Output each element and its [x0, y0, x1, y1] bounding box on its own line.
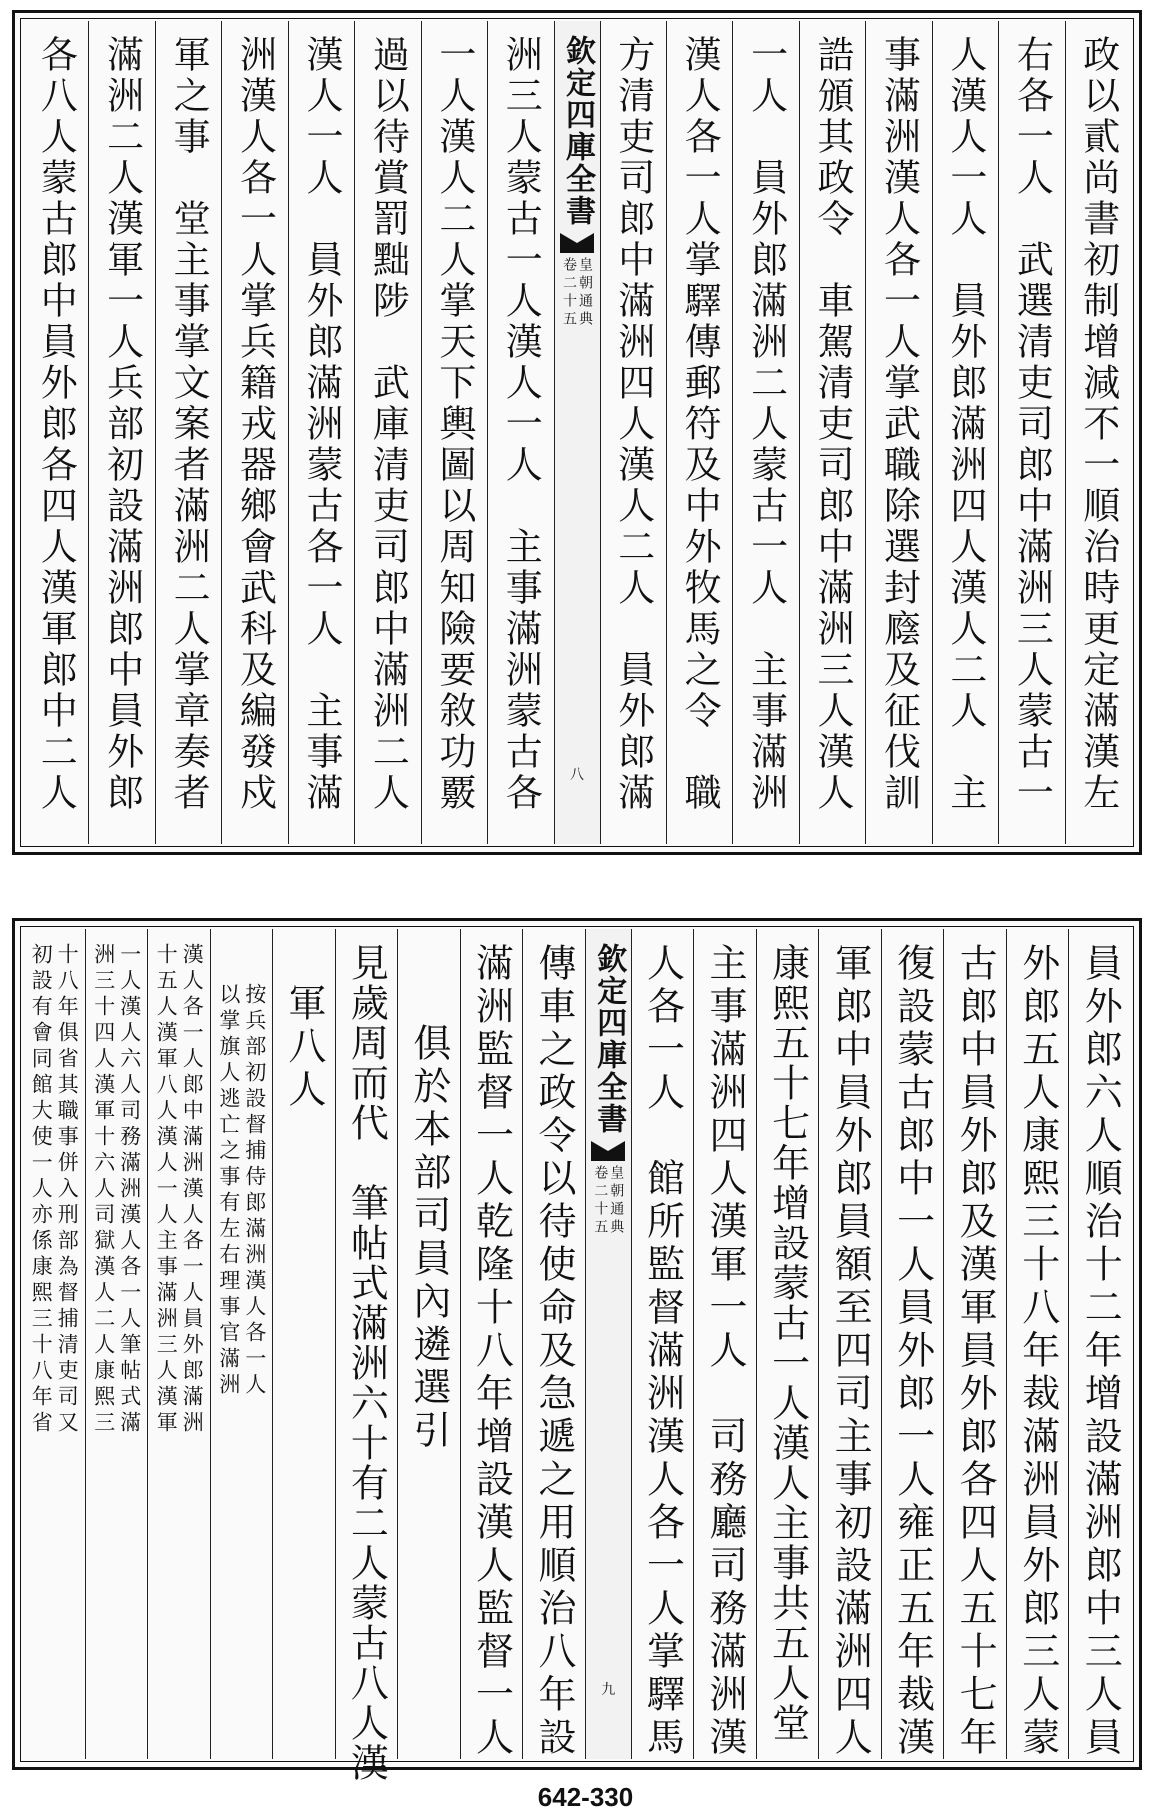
text-column: 人漢人一人 員外郎滿洲四人漢人二人 主 — [932, 21, 998, 844]
center-fold-column — [585, 929, 631, 1759]
text-column: 一人漢人二人掌天下輿圖以周知險要敘功覈 — [421, 21, 487, 844]
annotation-line: 漢人各一人郎中滿洲漢人各一人員外郎滿洲 — [180, 943, 205, 1437]
chapter-label: 卷二十五 — [561, 257, 577, 329]
text-column: 誥頒其政令 車駕清吏司郎中滿洲三人漢人 — [799, 21, 865, 844]
text-column: 滿洲二人漢軍一人兵部初設滿洲郎中員外郎 — [88, 21, 154, 844]
book-title: 欽定四庫全書 — [591, 943, 627, 1135]
text-column: 各八人蒙古郎中員外郎各四人漢軍郎中二人 — [34, 35, 78, 814]
annotation-line: 十五人漢軍八人漢人一人主事滿洲三人漢軍 — [154, 943, 179, 1437]
text-column: 過以待賞罰黜陟 武庫清吏司郎中滿洲二人 — [354, 21, 420, 844]
annotation-column — [147, 929, 210, 1759]
edition-title: 皇朝通典 — [608, 1165, 625, 1237]
folio-number: 九 — [601, 1682, 616, 1698]
fishtail-mark-icon — [591, 1141, 625, 1161]
text-column: 洲三人蒙古一人漢人一人 主事滿洲蒙古各 — [487, 21, 553, 844]
page-number: 642-330 — [537, 1782, 634, 1812]
text-column: 員外郎六人順治十二年增設滿洲郎中三人員 — [1068, 929, 1131, 1759]
upper-page-frame — [12, 10, 1142, 855]
text-column: 復設蒙古郎中一人員外郎一人雍正五年裁漢 — [881, 929, 944, 1759]
text-column: 外郎五人康熙三十八年裁滿洲員外郎三人蒙 — [1006, 929, 1069, 1759]
text-column: 一人 員外郎滿洲二人蒙古一人 主事滿洲 — [732, 21, 798, 844]
annotation-line: 初設有會同館大使一人亦係康熙三十八年省 — [29, 943, 54, 1437]
edition-title: 皇朝通典 — [577, 257, 593, 329]
text-column: 漢人各一人掌驛傳郵符及中外牧馬之令 職 — [666, 21, 732, 844]
text-column: 洲漢人各一人掌兵籍戎器鄉會武科及編發戍 — [221, 21, 287, 844]
text-column: 傳車之政令以待使命及急遞之用順治八年設 — [522, 929, 585, 1759]
chapter-label: 卷二十五 — [592, 1165, 609, 1237]
text-column: 軍郎中員外郎員額至四司主事初設滿洲四人 — [818, 929, 881, 1759]
annotation-line: 一人漢人六人司務滿洲漢人各一人筆帖式滿 — [117, 943, 142, 1437]
text-column: 事滿洲漢人各一人掌武職除選封廕及征伐訓 — [865, 21, 931, 844]
fishtail-mark-icon — [560, 233, 594, 253]
book-meta — [562, 257, 592, 329]
lower-page-columns — [23, 929, 1131, 1783]
text-column: 見歲周而代 筆帖式滿洲六十有二人蒙古八人漢 — [335, 929, 398, 1759]
text-column: 軍之事 堂主事掌文案者滿洲二人掌章奏者 — [155, 21, 221, 844]
text-column: 康熙五十七年增設蒙古一人漢人主事共五人堂 — [756, 929, 819, 1759]
center-fold-column — [554, 21, 600, 844]
book-title: 欽定四庫全書 — [560, 35, 595, 227]
text-column: 古郎中員外郎及漢軍員外郎各四人五十七年 — [943, 929, 1006, 1759]
text-column: 軍八人 — [272, 929, 335, 1759]
text-column: 漢人一人 員外郎滿洲蒙古各一人 主事滿 — [288, 21, 354, 844]
text-column: 主事滿洲四人漢軍一人 司務廳司務滿洲漢 — [693, 929, 756, 1759]
text-column: 右各一人 武選清吏司郎中滿洲三人蒙古一 — [998, 21, 1064, 844]
text-column: 方清吏司郎中滿洲四人漢人二人 員外郎滿 — [600, 21, 666, 844]
folio-number: 八 — [570, 767, 584, 783]
text-column: 人各一人 館所監督滿洲漢人各一人掌驛馬 — [631, 929, 694, 1759]
book-meta — [593, 1165, 623, 1237]
lower-page-frame — [12, 918, 1142, 1783]
text-column: 政以貳尚書初制增減不一順治時更定滿漢左 — [1065, 21, 1131, 844]
text-column: 俱於本部司員內遴選引 — [397, 929, 460, 1759]
annotation-column — [85, 929, 148, 1759]
annotation-line: 十八年俱省其職事併入刑部為督捕清吏司又 — [55, 943, 80, 1437]
annotation-column — [210, 929, 273, 1759]
text-column: 滿洲監督一人乾隆十八年增設漢人監督一人 — [460, 929, 523, 1759]
annotation-line: 按兵部初設督捕侍郎滿洲漢人各一人 — [242, 983, 267, 1399]
annotation-line: 洲三十四人漢軍十六人司獄漢人二人康熙三 — [91, 943, 116, 1437]
upper-page-columns — [23, 21, 1131, 844]
annotation-column — [23, 929, 85, 1759]
annotation-line: 以掌旗人逃亡之事有左右理事官滿洲 — [216, 983, 241, 1399]
